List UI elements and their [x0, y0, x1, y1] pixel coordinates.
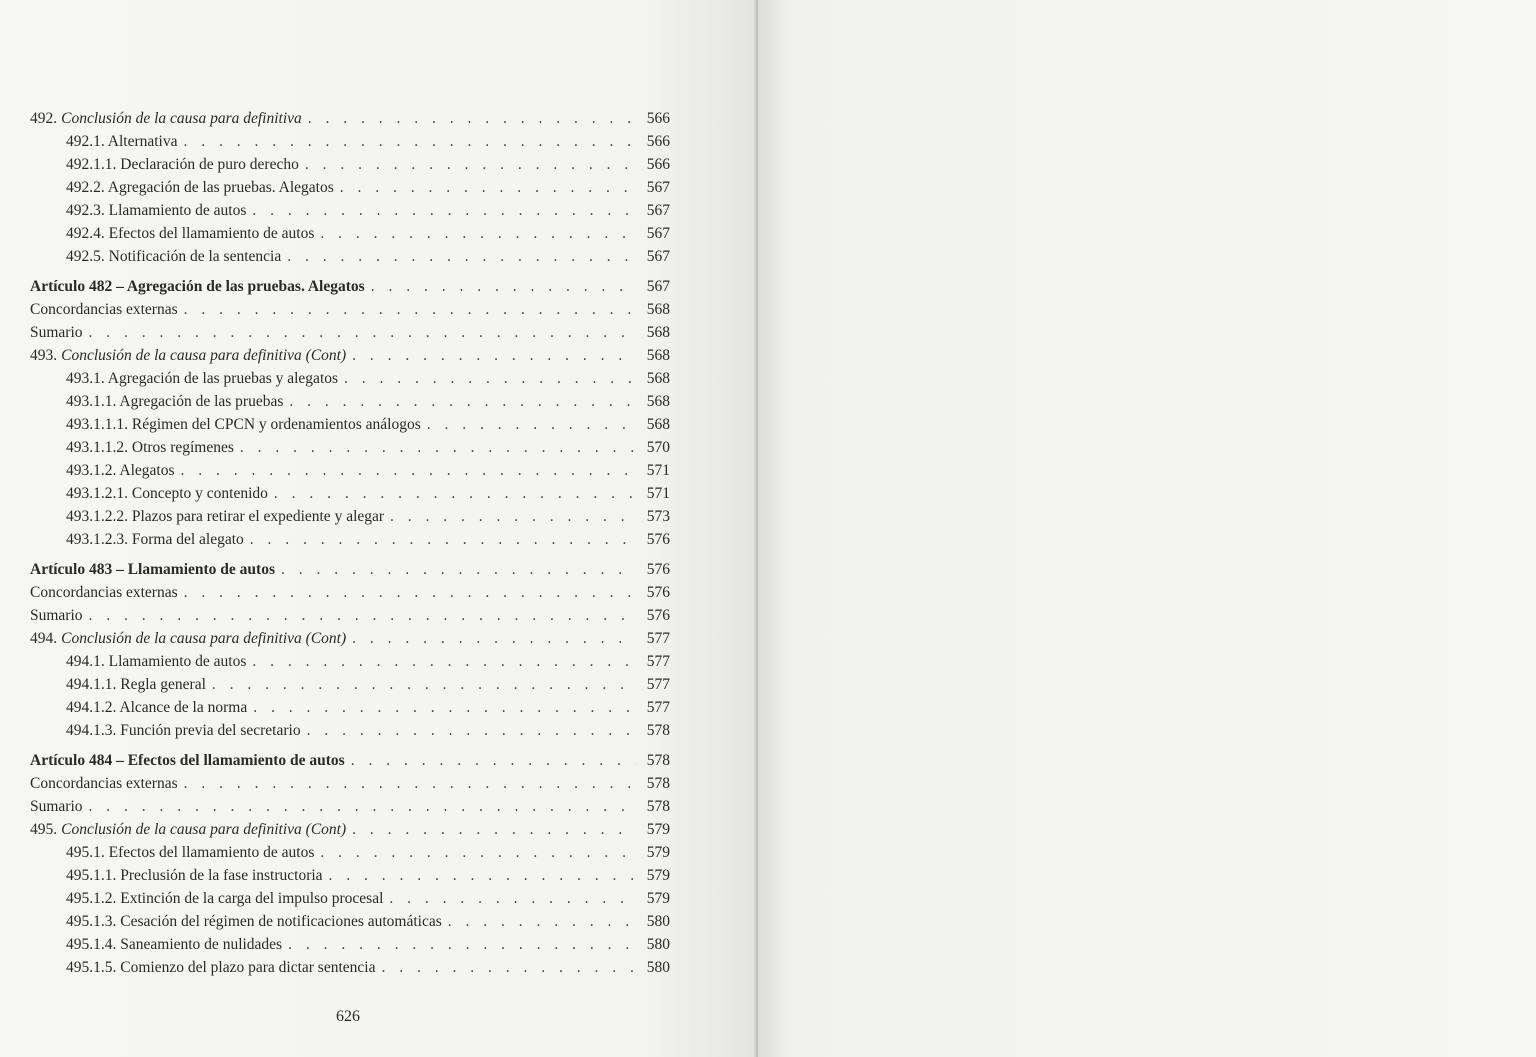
toc-entry [30, 558, 670, 581]
dot-leader [308, 107, 636, 130]
toc-entry-title: Artículo 484 – Efectos del llamamiento de autos [30, 752, 345, 769]
toc-entry-title: 495.1.2. Extinción de la carga del impulso procesal [66, 890, 384, 907]
toc-entry [30, 696, 670, 719]
toc-entry-page: 566 [646, 133, 670, 150]
toc-entry [30, 367, 670, 390]
toc-entry-title: 494.1.1. Regla general [66, 676, 206, 693]
toc-entry [30, 956, 670, 979]
toc-entry-page: 566 [646, 156, 670, 173]
toc-entry-title: Sumario [30, 324, 83, 341]
toc-entry-page: 578 [646, 798, 670, 815]
dot-leader [352, 818, 636, 841]
dot-leader [351, 749, 636, 772]
toc-entry [30, 841, 670, 864]
toc-entry-title: Concordancias externas [30, 301, 178, 318]
toc-entry-page: 568 [646, 301, 670, 318]
toc-entry-page: 577 [646, 653, 670, 670]
toc-entry-number: 492. [30, 110, 58, 127]
toc-entry-title: 492.4. Efectos del llamamiento de autos [66, 225, 315, 242]
toc-entry-title: 494.1.2. Alcance de la norma [66, 699, 248, 716]
toc-entry-page: 567 [646, 225, 670, 242]
toc-entry-page: 580 [646, 959, 670, 976]
toc-entry [30, 130, 670, 153]
toc-entry-title: Concordancias externas [30, 775, 178, 792]
dot-leader [281, 558, 636, 581]
toc-entry-page: 567 [646, 278, 670, 295]
toc-entry-title: Conclusión de la causa para definitiva [61, 110, 302, 127]
toc-entry-title: 495.1.3. Cesación del régimen de notificaciones automáticas [66, 913, 442, 930]
toc-entry-page: 568 [646, 370, 670, 387]
dot-leader [305, 153, 636, 176]
dot-leader [184, 772, 636, 795]
toc-entry [30, 459, 670, 482]
dot-leader [274, 482, 636, 505]
toc-entry-page: 577 [646, 676, 670, 693]
toc-entry-title: 493.1.2.3. Forma del alegato [66, 531, 244, 548]
toc-entry-page: 577 [646, 630, 670, 647]
dot-leader [448, 910, 636, 933]
toc-entry-title: Conclusión de la causa para definitiva (Cont) [61, 821, 347, 838]
toc-entry [30, 413, 670, 436]
toc-entry-page: 578 [646, 722, 670, 739]
dot-leader [352, 344, 636, 367]
right-page [758, 0, 1536, 1057]
toc-entry-title: Conclusión de la causa para definitiva (Cont) [61, 630, 347, 647]
toc-entry-title: Concordancias externas [30, 584, 178, 601]
dot-leader [307, 719, 636, 742]
dot-leader [252, 650, 636, 673]
toc-entry-title: 492.5. Notificación de la sentencia [66, 248, 282, 265]
toc-entry [30, 650, 670, 673]
dot-leader [250, 528, 636, 551]
dot-leader [287, 245, 636, 268]
dot-leader [89, 795, 636, 818]
toc-entry-page: 568 [646, 393, 670, 410]
toc-entry-page: 567 [646, 248, 670, 265]
toc-entry-title: 494.1.3. Función previa del secretario [66, 722, 301, 739]
toc-entry-page: 573 [646, 508, 670, 525]
toc-entry-page: 567 [646, 202, 670, 219]
toc-entry-title: 493.1.2. Alegatos [66, 462, 175, 479]
toc-entry-page: 566 [646, 110, 670, 127]
toc-entry [30, 176, 670, 199]
toc-entry [30, 528, 670, 551]
toc-entry [30, 505, 670, 528]
toc-entry [30, 864, 670, 887]
toc-entry-title: Artículo 482 – Agregación de las pruebas. Alegatos [30, 278, 365, 295]
toc-entry-title: Conclusión de la causa para definitiva (Cont) [61, 347, 347, 364]
dot-leader [184, 130, 637, 153]
toc-entry-title: 493.1. Agregación de las pruebas y alegatos [66, 370, 339, 387]
dot-leader [184, 298, 636, 321]
dot-leader [390, 505, 636, 528]
dot-leader [289, 390, 636, 413]
toc-entry [30, 321, 670, 344]
toc-entry-page: 568 [646, 416, 670, 433]
dot-leader [252, 199, 636, 222]
toc-entry-page: 579 [646, 867, 670, 884]
toc-entry-page: 567 [646, 179, 670, 196]
toc-entry-page: 568 [646, 324, 670, 341]
toc-entry-title: 495.1.4. Saneamiento de nulidades [66, 936, 283, 953]
dot-leader [389, 887, 636, 910]
toc-entry-page: 580 [646, 913, 670, 930]
left-page [0, 0, 758, 1057]
toc-entry [30, 390, 670, 413]
toc-entry [30, 795, 670, 818]
dot-leader [371, 275, 636, 298]
toc-entry [30, 673, 670, 696]
toc-entry-number: 495. [30, 821, 58, 838]
toc-entry-page: 568 [646, 347, 670, 364]
toc-entry-number: 494. [30, 630, 58, 647]
toc-entry-page: 578 [646, 752, 670, 769]
toc-entry [30, 604, 670, 627]
dot-leader [320, 841, 636, 864]
dot-leader [184, 581, 636, 604]
toc-entry-title: 492.2. Agregación de las pruebas. Alegatos [66, 179, 334, 196]
toc-entry [30, 153, 670, 176]
dot-leader [288, 933, 636, 956]
toc-entry-title: 492.1.1. Declaración de puro derecho [66, 156, 299, 173]
toc-entry-page: 571 [646, 485, 670, 502]
toc-entry-page: 576 [646, 584, 670, 601]
toc-entry-title: 495.1. Efectos del llamamiento de autos [66, 844, 315, 861]
toc-entry-title: 493.1.2.1. Concepto y contenido [66, 485, 268, 502]
toc-entry-title: 492.1. Alternativa [66, 133, 178, 150]
toc-entry-title: 493.1.1.1. Régimen del CPCN y ordenamientos análogos [66, 416, 421, 433]
toc-entry [30, 245, 670, 268]
dot-leader [212, 673, 636, 696]
toc-entry-page: 570 [646, 439, 670, 456]
toc-entry-page: 576 [646, 531, 670, 548]
toc-entry-title: 493.1.1. Agregación de las pruebas [66, 393, 284, 410]
dot-leader [253, 696, 636, 719]
toc-entry-title: 493.1.2.2. Plazos para retirar el expediente y alegar [66, 508, 385, 525]
toc-entry-page: 579 [646, 890, 670, 907]
toc-entry-page: 576 [646, 607, 670, 624]
page-number-left: 626 [336, 1008, 360, 1025]
toc-entry [30, 344, 670, 367]
toc-entry [30, 910, 670, 933]
toc-entry-title: 495.1.5. Comienzo del plazo para dictar sentencia [66, 959, 376, 976]
toc-entry-title: 492.3. Llamamiento de autos [66, 202, 247, 219]
toc-entry-page: 579 [646, 844, 670, 861]
toc-entry [30, 275, 670, 298]
toc-entry [30, 772, 670, 795]
toc-entry [30, 627, 670, 650]
toc-entry [30, 298, 670, 321]
toc-entry [30, 482, 670, 505]
toc-entry [30, 436, 670, 459]
toc-entry [30, 581, 670, 604]
dot-leader [344, 367, 636, 390]
toc-entry [30, 719, 670, 742]
toc-entry [30, 887, 670, 910]
toc-entry-page: 580 [646, 936, 670, 953]
toc-entry-page: 579 [646, 821, 670, 838]
toc-entry-page: 571 [646, 462, 670, 479]
dot-leader [181, 459, 637, 482]
dot-leader [340, 176, 636, 199]
dot-leader [240, 436, 636, 459]
toc-entry-page: 578 [646, 775, 670, 792]
toc-entry-title: Artículo 483 – Llamamiento de autos [30, 561, 275, 578]
toc-entry-title: Sumario [30, 798, 83, 815]
toc-entry-number: 493. [30, 347, 58, 364]
toc-entry [30, 222, 670, 245]
dot-leader [329, 864, 636, 887]
toc-entry [30, 107, 670, 130]
dot-leader [320, 222, 636, 245]
dot-leader [427, 413, 636, 436]
toc-entry-title: 493.1.1.2. Otros regímenes [66, 439, 234, 456]
toc-entry [30, 933, 670, 956]
toc-entry-title: Sumario [30, 607, 83, 624]
toc-entry [30, 199, 670, 222]
toc-entry-page: 577 [646, 699, 670, 716]
toc-left [30, 107, 670, 979]
toc-entry-title: 495.1.1. Preclusión de la fase instructoria [66, 867, 323, 884]
dot-leader [89, 604, 636, 627]
toc-entry-page: 576 [646, 561, 670, 578]
toc-entry [30, 818, 670, 841]
dot-leader [381, 956, 636, 979]
toc-entry-title: 494.1. Llamamiento de autos [66, 653, 247, 670]
dot-leader [89, 321, 636, 344]
toc-entry [30, 749, 670, 772]
dot-leader [352, 627, 636, 650]
